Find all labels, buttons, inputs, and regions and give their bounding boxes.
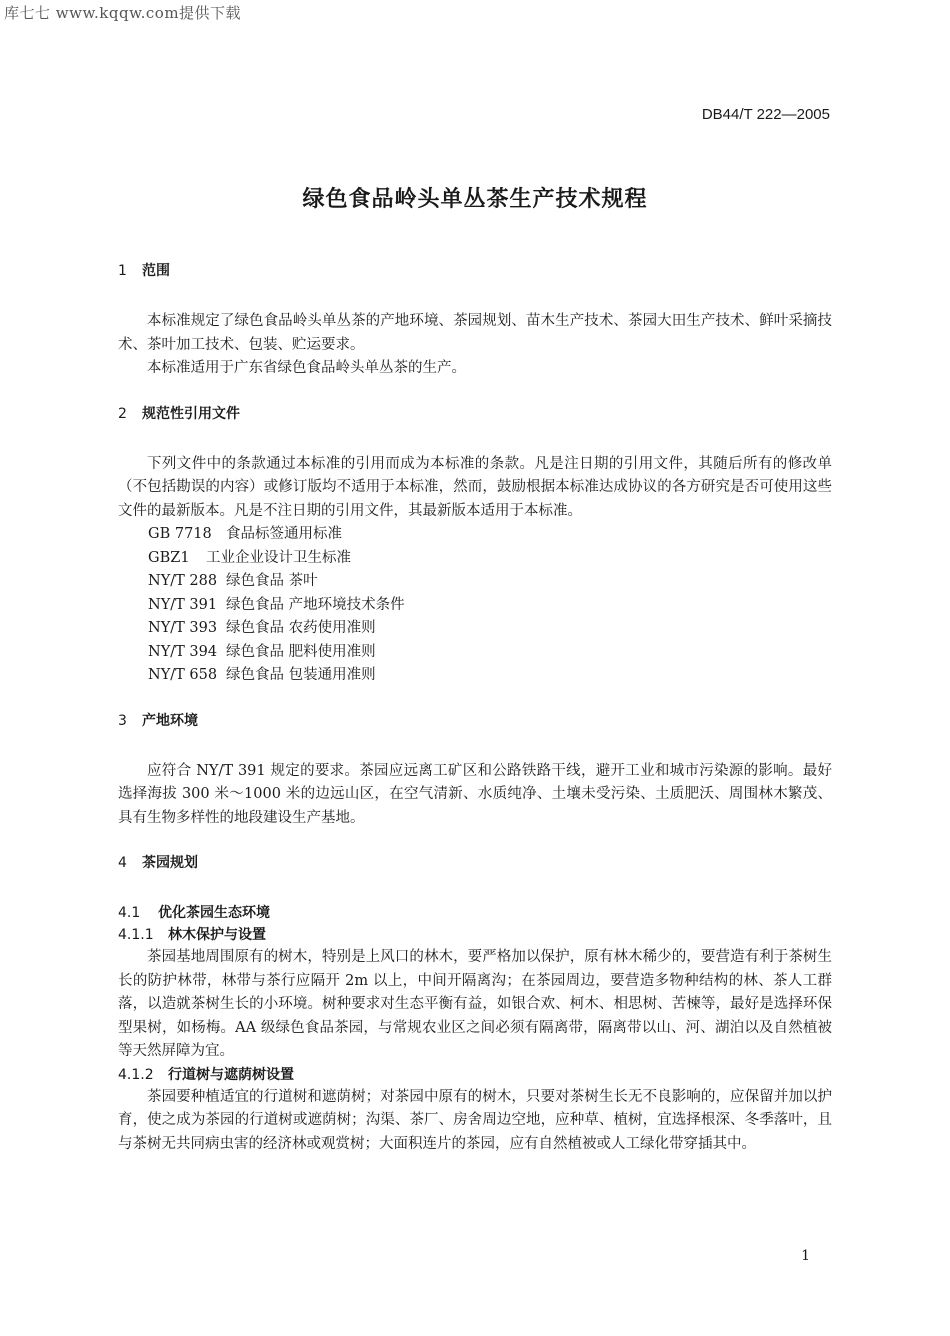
section-3-heading xyxy=(118,710,832,732)
reference-name: 绿色食品 包装通用准则 xyxy=(226,667,376,683)
reference-item xyxy=(118,523,832,547)
section-1-heading xyxy=(118,260,832,282)
subsection-title: 行道树与遮荫树设置 xyxy=(168,1066,294,1083)
reference-name: 绿色食品 肥料使用准则 xyxy=(226,643,376,660)
section-number: 3 xyxy=(118,712,127,729)
section-4-heading xyxy=(118,852,832,874)
reference-code: GBZ1 xyxy=(148,549,190,566)
paragraph: 本标准适用于广东省绿色食品岭头单丛茶的生产。 xyxy=(147,360,466,376)
section-number: 4 xyxy=(118,855,127,871)
reference-item xyxy=(118,641,832,665)
reference-name: 绿色食品 农药使用准则 xyxy=(226,620,376,636)
subsection-4-1-heading xyxy=(118,902,832,924)
reference-code: NY/T 393 xyxy=(148,620,218,636)
paragraph: 下列文件中的条款通过本标准的引用而成为本标准的条款。凡是注日期的引用文件，其随后所有的修改单（不包括勘误的内容）或修订版均不适用于本标准，然而，鼓励根据本标准达成协议的各方研究是否可使用这些文件的最新版本。凡是不注日期的引用文件，其最新版本适用于本标准。 xyxy=(118,455,832,519)
standard-code: DB44/T 222—2005 xyxy=(701,106,830,123)
section-number: 2 xyxy=(118,405,127,422)
reference-code: GB 7718 xyxy=(148,526,212,542)
section-number: 1 xyxy=(118,263,127,279)
section-2-heading xyxy=(118,403,832,425)
reference-name: 工业企业设计卫生标准 xyxy=(206,549,351,566)
reference-item xyxy=(118,617,832,641)
watermark: 库七七 www.kqqw.com提供下载 xyxy=(4,4,242,22)
paragraph: 本标准规定了绿色食品岭头单丛茶的产地环境、茶园规划、苗木生产技术、茶园大田生产技术、鲜叶采摘技术、茶叶加工技术、包装、贮运要求。 xyxy=(118,313,832,353)
paragraph: 应符合 NY/T 391 规定的要求。茶园应远离工矿区和公路铁路干线，避开工业和城市污染源的影响。最好选择海拔 300 米～1000 米的边远山区，在空气清新、水质纯净、土壤未受污染、土质肥沃、周围林木繁茂、具有生物多样性的地段建设生产基地。 xyxy=(118,762,832,826)
reference-item xyxy=(118,594,832,618)
reference-name: 绿色食品 产地环境技术条件 xyxy=(226,596,405,613)
paragraph: 茶园要种植适宜的行道树和遮荫树；对茶园中原有的树木，只要对茶树生长无不良影响的，应保留并加以护育，使之成为茶园的行道树或遮荫树；沟渠、茶厂、房舍周边空地，应种草、植树，宜选择根深、冬季落叶，且与茶树无共同病虫害的经济林或观赏树；大面积连片的茶园，应有自然植被或人工绿化带穿插其中。 xyxy=(118,1088,832,1152)
reference-name: 食品标签通用标准 xyxy=(226,526,342,542)
page-number: 1 xyxy=(801,1248,810,1264)
subsection-number: 4.1.2 xyxy=(118,1066,154,1083)
section-title: 规范性引用文件 xyxy=(142,405,240,422)
section-title: 范围 xyxy=(142,263,170,279)
document-title: 绿色食品岭头单丛茶生产技术规程 xyxy=(302,187,648,212)
subsection-title: 优化茶园生态环境 xyxy=(158,905,270,921)
reference-code: NY/T 288 xyxy=(148,573,218,589)
subsection-4-1-1-heading xyxy=(118,924,832,946)
section-title: 茶园规划 xyxy=(142,855,198,871)
subsection-title: 林木保护与设置 xyxy=(168,927,266,943)
subsection-number: 4.1 xyxy=(118,905,141,921)
subsection-4-1-2-heading xyxy=(118,1064,832,1086)
reference-item xyxy=(118,664,832,688)
paragraph: 茶园基地周围原有的树木，特别是上风口的林木，要严格加以保护，原有林木稀少的，要营造有利于茶树生长的防护林带，林带与茶行应隔开 2m 以上，中间开隔离沟；在茶园周边，要营造多物种结构的林、茶人工群落，以造就茶树生长的小环境。树种要求对生态平衡有益，如银合欢、柯木、相思树、苦楝等，最好是选择环保型果树，如杨梅。AA 级绿色食品茶园，与常规农业区之间必须有隔离带，隔离带以山、河、湖泊以及自然植被等天然屏障为宜。 xyxy=(118,949,832,1059)
document-body xyxy=(118,260,832,1156)
section-title: 产地环境 xyxy=(142,712,198,729)
subsection-number: 4.1.1 xyxy=(118,927,154,943)
reference-code: NY/T 391 xyxy=(148,596,218,613)
reference-list xyxy=(118,523,832,688)
reference-name: 绿色食品 茶叶 xyxy=(226,573,318,589)
reference-item xyxy=(118,547,832,571)
reference-item xyxy=(118,570,832,594)
reference-code: NY/T 658 xyxy=(148,667,218,683)
reference-code: NY/T 394 xyxy=(148,643,218,660)
